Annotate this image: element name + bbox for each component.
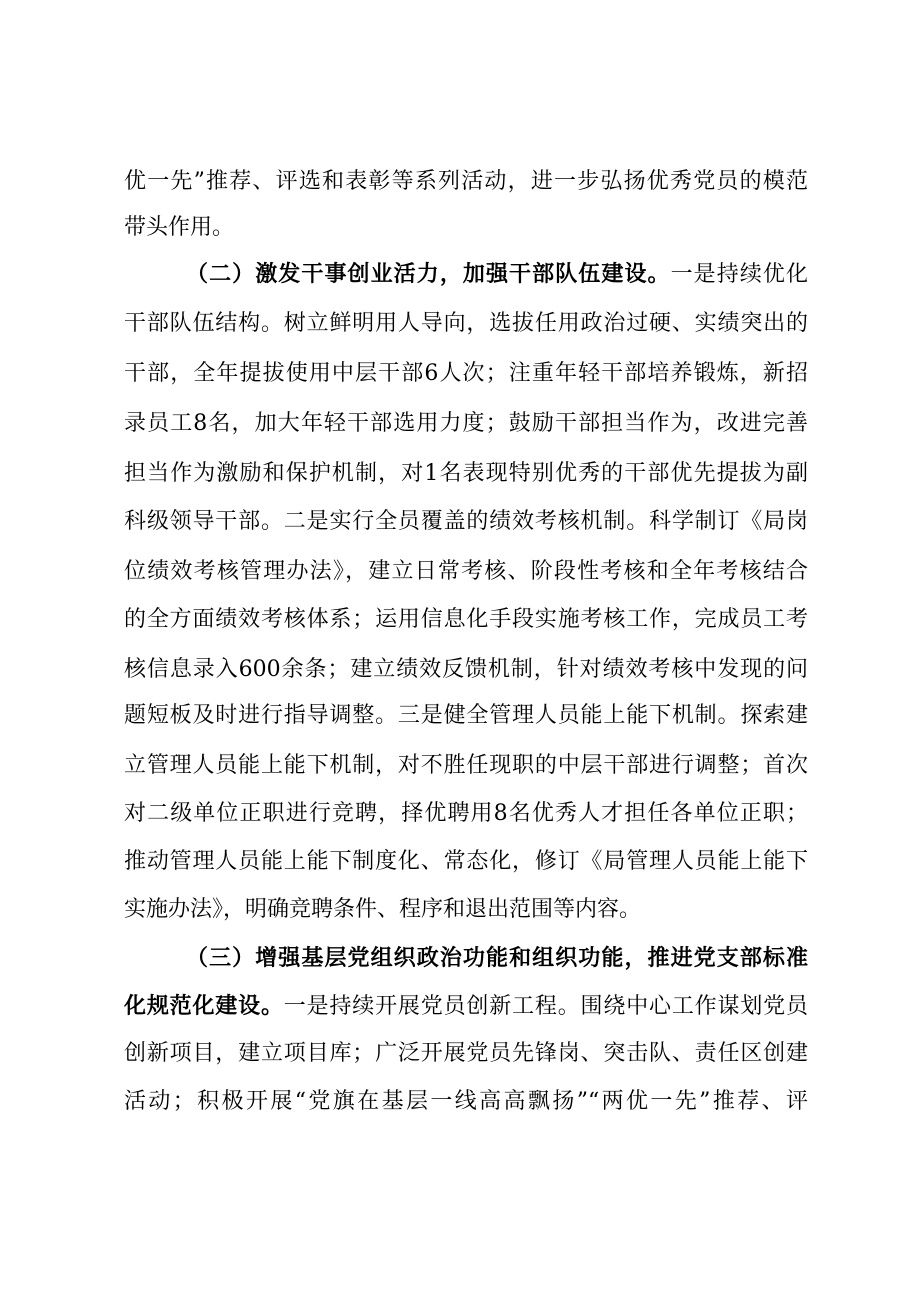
line-text: 创新项目，建立项目库；广泛开展党员先锋岗、突击队、责任区创建	[124, 1041, 808, 1066]
section-heading-text: （二）激发干事创业活力，加强干部队伍建设。	[186, 261, 671, 287]
line-text: 带头作用。	[124, 215, 235, 240]
line-text: 一是持续优化	[670, 262, 808, 287]
line-text: 立管理人员能上能下机制，对不胜任现职的中层干部进行调整；首次	[124, 753, 808, 778]
line-text: 录员工8名，加大年轻干部选用力度；鼓励干部担当作为，改进完善	[124, 411, 808, 436]
line-text: 题短板及时进行指导调整。三是健全管理人员能上能下机制。探索建	[124, 703, 808, 728]
section-heading-text: 化规范化建设。	[124, 993, 284, 1019]
body-line-7	[124, 454, 808, 494]
line-text: 实施办法》，明确竞聘条件、程序和退出范围等内容。	[124, 897, 642, 922]
line-text: 推动管理人员能上能下制度化、常态化，修订《局管理人员能上能下	[124, 849, 808, 874]
body-line-15	[124, 842, 808, 882]
body-line-16	[124, 890, 808, 930]
body-line-14	[124, 794, 808, 834]
line-text: 核信息录入600余条；建立绩效反馈机制，针对绩效考核中发现的问	[124, 657, 808, 682]
line-text: 干部，全年提拔使用中层干部6人次；注重年轻干部培养锻炼，新招	[124, 361, 808, 386]
body-line-8	[124, 502, 808, 542]
body-line-4	[124, 304, 808, 344]
body-line-20	[124, 1082, 808, 1122]
line-text: 的全方面绩效考核体系；运用信息化手段实施考核工作，完成员工考	[124, 607, 808, 632]
body-line-2	[124, 208, 808, 248]
line-text: 位绩效考核管理办法》，建立日常考核、阶段性考核和全年考核结合	[124, 559, 808, 584]
body-line-9	[124, 552, 808, 592]
body-line-13	[124, 746, 808, 786]
line-text: 科级领导干部。二是实行全员覆盖的绩效考核机制。科学制订《局岗	[124, 509, 808, 534]
section-heading-2	[186, 254, 808, 294]
body-line-18	[124, 986, 808, 1026]
body-line-11	[124, 650, 808, 690]
body-line-5	[124, 354, 808, 394]
line-text: 优一先”推荐、评选和表彰等系列活动，进一步弘扬优秀党员的模范	[124, 169, 808, 194]
line-text: 活动；积极开展“党旗在基层一线高高飘扬”“两优一先”推荐、评	[124, 1089, 808, 1114]
line-text: 担当作为激励和保护机制，对1名表现特别优秀的干部优先提拔为副	[124, 461, 808, 486]
line-text: 一是持续开展党员创新工程。围绕中心工作谋划党员	[283, 994, 808, 1019]
body-line-12	[124, 696, 808, 736]
body-line-19	[124, 1034, 808, 1074]
body-line-6	[124, 404, 808, 444]
body-line-10	[124, 600, 808, 640]
section-heading-text: （三）增强基层党组织政治功能和组织功能，推进党支部标准	[186, 945, 808, 971]
section-heading-3	[186, 938, 808, 978]
line-text: 干部队伍结构。树立鲜明用人导向，选拔任用政治过硬、实绩突出的	[124, 311, 808, 336]
line-text: 对二级单位正职进行竞聘，择优聘用8名优秀人才担任各单位正职；	[124, 801, 808, 826]
body-line-1	[124, 162, 808, 202]
